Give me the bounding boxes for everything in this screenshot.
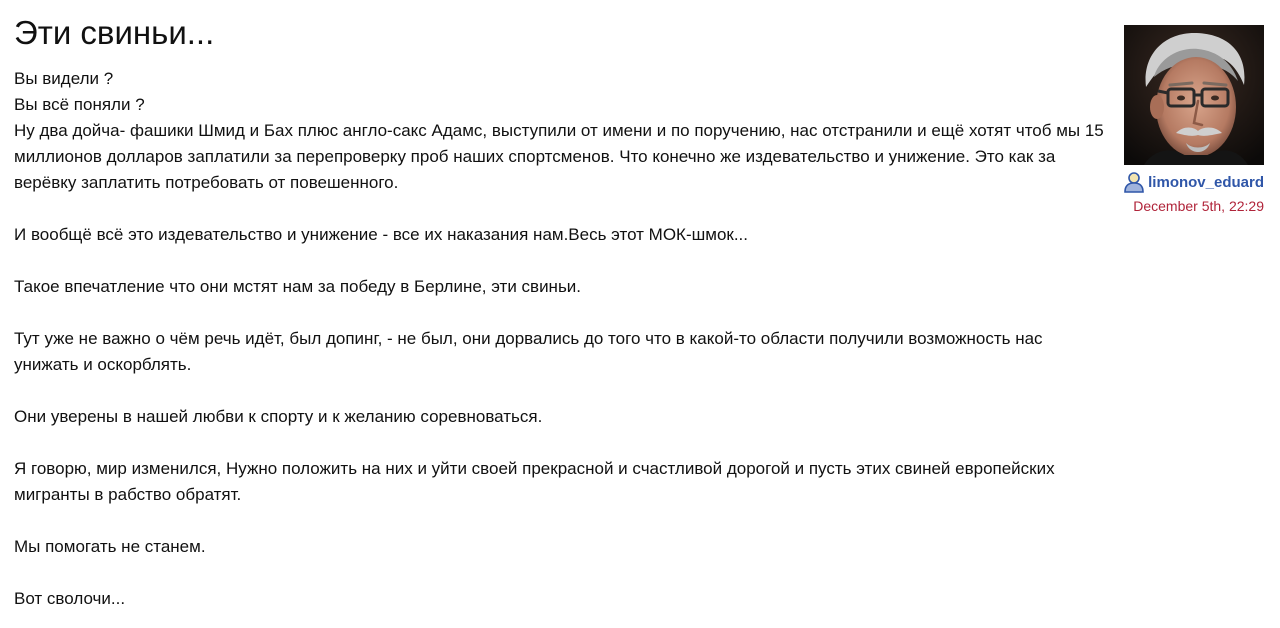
author-photo [1124, 25, 1264, 165]
post-paragraph: Они уверены в нашей любви к спорту и к желанию соревноваться. [14, 407, 543, 426]
author-avatar[interactable] [1124, 25, 1264, 165]
user-icon [1123, 171, 1145, 193]
post-paragraph: Такое впечатление что они мстят нам за победу в Берлине, эти свиньи. [14, 277, 582, 296]
author-username-link[interactable]: limonov_eduard [1148, 173, 1264, 191]
post-paragraph: И вообщё всё это издевательство и унижение - все их наказания нам.Весь этот МОК-шмок... [14, 225, 749, 244]
author-line [1123, 171, 1264, 193]
post-paragraph: Вы видели ? [14, 69, 114, 88]
post-paragraph: Тут уже не важно о чём речь идёт, был допинг, - не был, они дорвались до того что в какой-то области получили возможность нас унижать и оскорблять. [14, 329, 1043, 374]
post-paragraph: Вы всё поняли ? [14, 95, 145, 114]
post-title: Эти свиньи... [14, 14, 215, 51]
post-paragraph: Вот сволочи... [14, 589, 126, 608]
post-paragraph: Мы помогать не станем. [14, 537, 206, 556]
post-paragraph: Ну два дойча- фашики Шмид и Бах плюс англо-сакс Адамс, выступили от имени и по поручению, нас отстранили и ещё хотят чтоб мы 15 миллионов долларов заплатили за перепроверку проб наших спортсменов. Что конечно же издевательство и унижение. Это как за верёвку заплатить потребовать от повешенного. [14, 121, 1104, 192]
post-paragraph: Я говорю, мир изменился, Нужно положить на них и уйти своей прекрасной и счастливой дорогой и пусть этих свиней европейских мигранты в рабство обратят. [14, 459, 1055, 504]
post-date[interactable]: December 5th, 22:29 [1133, 198, 1264, 214]
post-body [14, 66, 1104, 612]
